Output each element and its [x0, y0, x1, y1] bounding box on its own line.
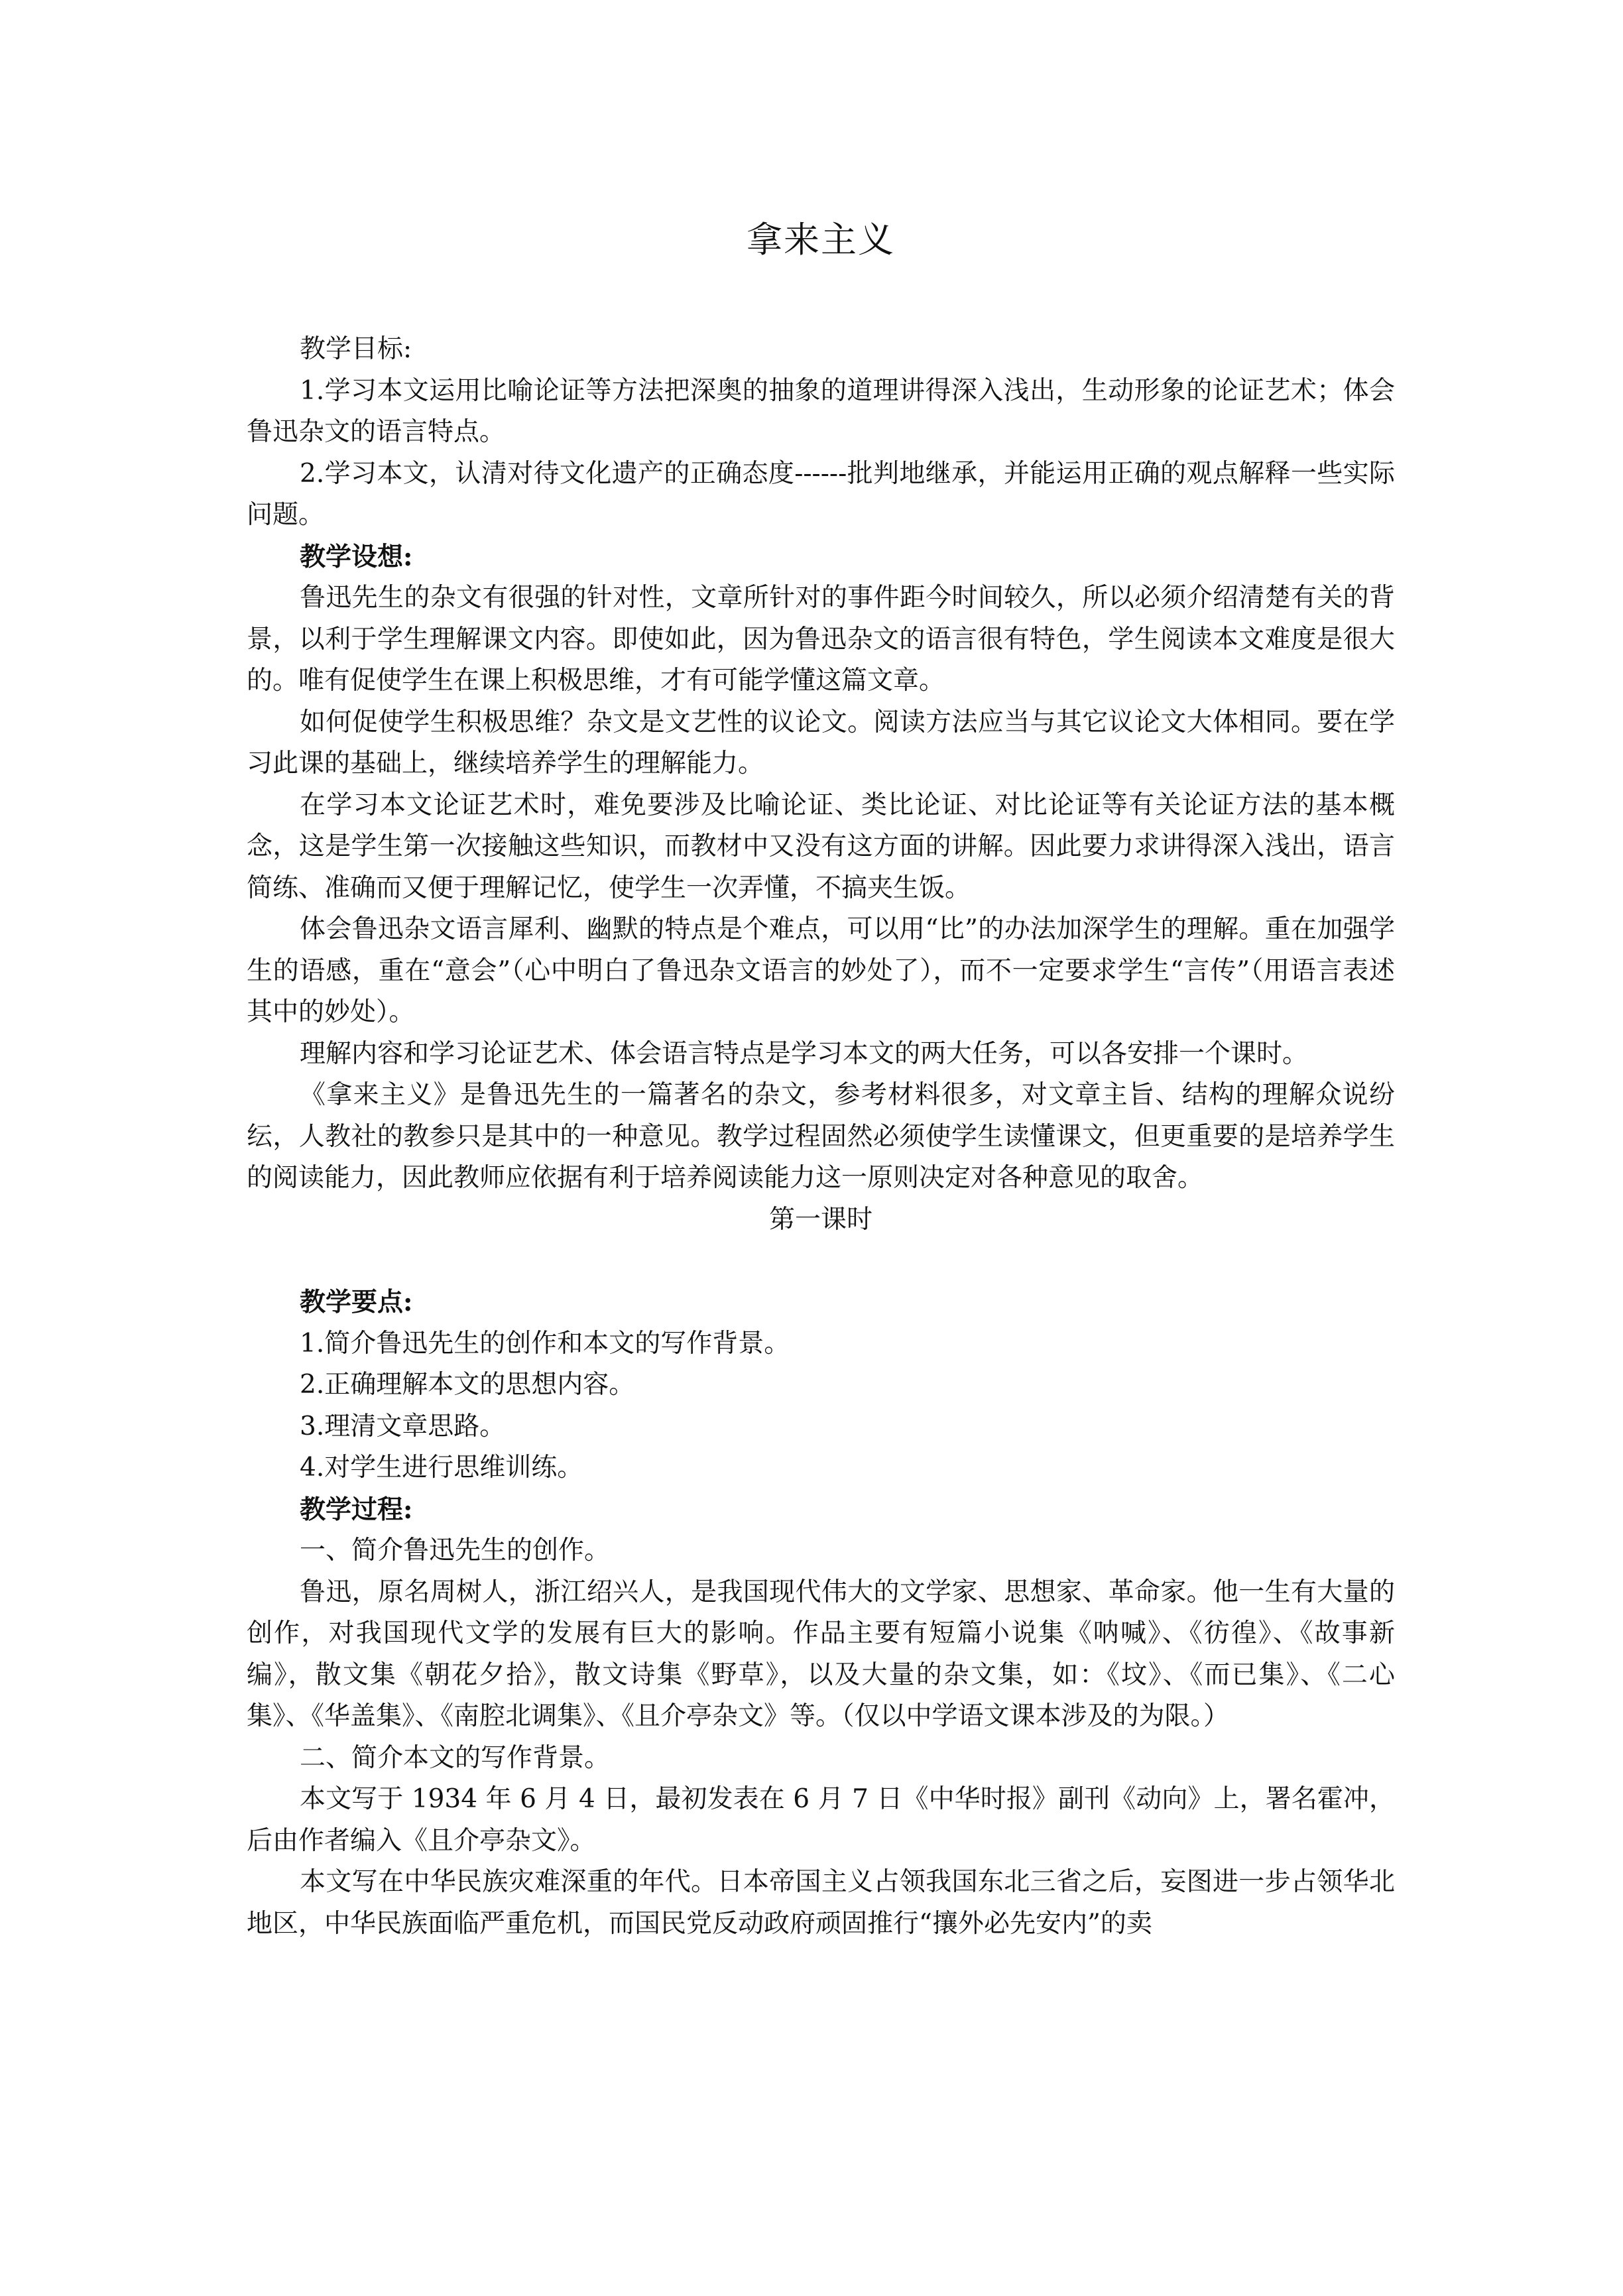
list-item: 4.对学生进行思维训练。 [300, 1453, 583, 1482]
paragraph: 理解内容和学习论证艺术、体会语言特点是学习本文的两大任务，可以各安排一个课时。 [300, 1038, 1309, 1069]
paragraph: 1.学习本文运用比喻论证等方法把深奥的抽象的道理讲得深入浅出，生动形象的论证艺术；体会鲁迅杂文的语言特点。 [247, 375, 1395, 447]
document-page [247, 212, 1395, 1945]
paragraph: 2.学习本文，认清对待文化遗产的正确态度------批判地继承，并能运用正确的观点解释一些实际问题。 [247, 458, 1395, 530]
intro-section [247, 329, 1395, 1199]
paragraph: 鲁迅先生的杂文有很强的针对性，文章所针对的事件距今时间较久，所以必须介绍清楚有关的背景，以利于学生理解课文内容。即使如此，因为鲁迅杂文的语言很有特色，学生阅读本文难度是很大的。唯有促使学生在课上积极思维，才有可能学懂这篇文章。 [247, 583, 1395, 695]
list-item: 2.正确理解本文的思想内容。 [300, 1370, 635, 1400]
paragraph: 《拿来主义》是鲁迅先生的一篇著名的杂文，参考材料很多，对文章主旨、结构的理解众说纷纭，人教社的教参只是其中的一种意见。教学过程固然必须使学生读懂课文，但更重要的是培养学生的阅读能力，因此教师应依据有利于培养阅读能力这一原则决定对各种意见的取舍。 [247, 1080, 1395, 1193]
heading-teaching-goals: 教学目标: [300, 334, 412, 364]
document-title: 拿来主义 [747, 219, 895, 261]
list-item: 1.简介鲁迅先生的创作和本文的写作背景。 [300, 1328, 790, 1359]
paragraph: 体会鲁迅杂文语言犀利、幽默的特点是个难点，可以用“比”的办法加深学生的理解。重在加强学生的语感，重在“意会”（心中明白了鲁迅杂文语言的妙处了），而不一定要求学生“言传”（用语言表述其中的妙处）。 [247, 914, 1395, 1027]
lesson-section [247, 1282, 1395, 1945]
subheading: 二、简介本文的写作背景。 [300, 1742, 611, 1773]
heading-teaching-process: 教学过程: [300, 1494, 413, 1525]
paragraph: 本文写于 1934 年 6 月 4 日，最初发表在 6 月 7 日《中华时报》副刊《动向》上，署名霍冲，后由作者编入《且介亭杂文》。 [247, 1784, 1395, 1856]
paragraph: 如何促使学生积极思维？杂文是文艺性的议论文。阅读方法应当与其它议论文大体相同。要在学习此课的基础上，继续培养学生的理解能力。 [247, 707, 1395, 778]
paragraph: 鲁迅，原名周树人，浙江绍兴人，是我国现代伟大的文学家、思想家、革命家。他一生有大量的创作，对我国现代文学的发展有巨大的影响。作品主要有短篇小说集《呐喊》、《彷徨》、《故事新编》，散文集《朝花夕拾》，散文诗集《野草》，以及大量的杂文集，如：《坟》、《而已集》、《二心集》、《华盖集》、《南腔北调集》、《且介亭杂文》等。（仅以中学语文课本涉及的为限。） [247, 1577, 1395, 1731]
heading-teaching-plan: 教学设想: [300, 541, 413, 572]
paragraph: 本文写在中华民族灾难深重的年代。日本帝国主义占领我国东北三省之后，妄图进一步占领华北地区，中华民族面临严重危机，而国民党反动政府顽固推行“攘外必先安内”的卖 [247, 1867, 1395, 1939]
paragraph: 在学习本文论证艺术时，难免要涉及比喻论证、类比论证、对比论证等有关论证方法的基本概念，这是学生第一次接触这些知识，而教材中又没有这方面的讲解。因此要力求讲得深入浅出，语言简练、准确而又便于理解记忆，使学生一次弄懂，不搞夹生饭。 [247, 790, 1395, 903]
section-title: 第一课时 [768, 1204, 872, 1235]
subheading: 一、简介鲁迅先生的创作。 [300, 1536, 611, 1565]
heading-key-points: 教学要点: [300, 1287, 413, 1317]
list-item: 3.理清文章思路。 [300, 1411, 506, 1441]
